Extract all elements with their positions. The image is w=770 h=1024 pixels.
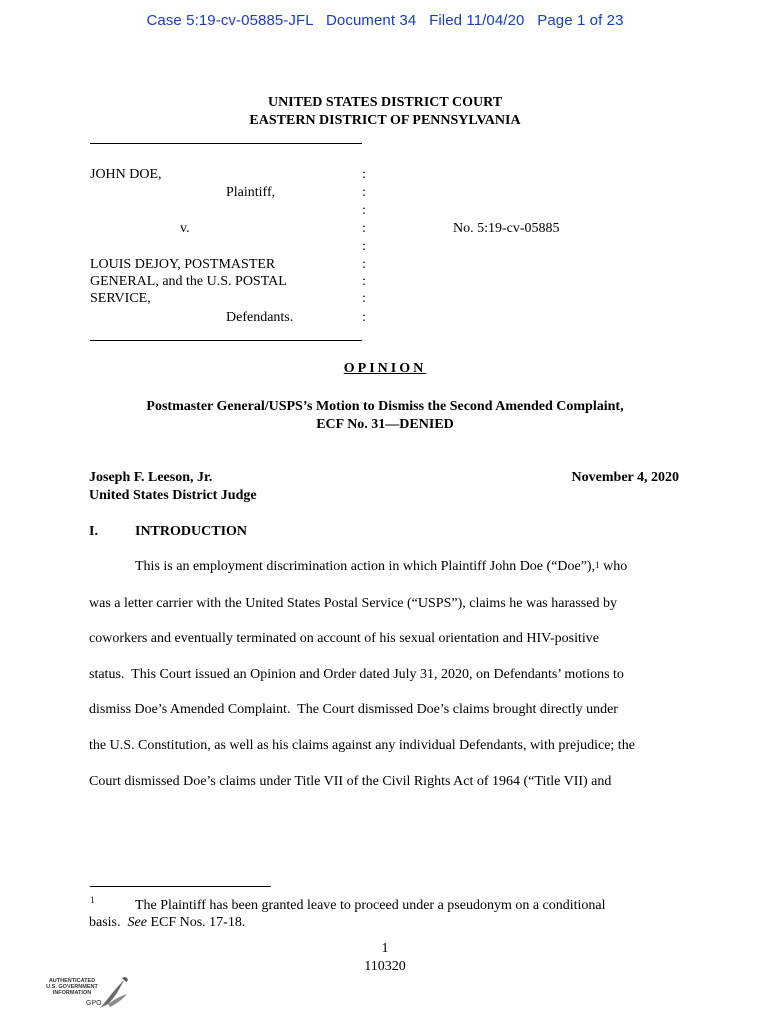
caption-bottom-rule xyxy=(90,340,362,341)
motion-line-2: ECF No. 31—DENIED xyxy=(316,417,454,432)
body-line: was a letter carrier with the United States Postal Service (“USPS”), claims he was harassed by xyxy=(89,596,617,611)
defendant-role: Defendants. xyxy=(226,310,294,325)
judge-name: Joseph F. Leeson, Jr. xyxy=(89,470,213,485)
body-line: status. This Court issued an Opinion and Order dated July 31, 2020, on Defendants’ motions to xyxy=(89,667,624,682)
body-line: coworkers and eventually terminated on account of his sexual orientation and HIV-positive xyxy=(89,631,599,646)
plaintiff-name: JOHN DOE, xyxy=(90,167,162,182)
caption-colon: : xyxy=(362,185,366,200)
gpo-authentication-logo xyxy=(42,974,132,1014)
caption-colon: : xyxy=(362,257,366,272)
caption-colon: : xyxy=(362,291,366,306)
defendant-line-3: SERVICE, xyxy=(90,291,151,306)
body-text: who xyxy=(599,559,628,574)
gpo-logo-line: INFORMATION xyxy=(52,990,92,996)
defendant-line-1: LOUIS DEJOY, POSTMASTER xyxy=(90,257,276,272)
caption-colon: : xyxy=(362,221,366,236)
versus: v. xyxy=(180,221,190,236)
court-name: UNITED STATES DISTRICT COURT xyxy=(267,95,503,110)
motion-line-1: Postmaster General/USPS’s Motion to Dismiss the Second Amended Complaint, xyxy=(146,399,624,414)
caption-colon: : xyxy=(362,167,366,182)
judge-title: United States District Judge xyxy=(89,488,257,503)
section-number: I. xyxy=(89,524,98,539)
case-number: No. 5:19-cv-05885 xyxy=(453,221,560,236)
body-line: dismiss Doe’s Amended Complaint. The Court dismissed Doe’s claims brought directly under xyxy=(89,702,618,717)
caption-colon: : xyxy=(362,310,366,325)
footnote-number: 1 xyxy=(90,895,95,905)
motion-description xyxy=(0,398,770,434)
opinion-heading: OPINION xyxy=(343,361,427,376)
court-district: EASTERN DISTRICT OF PENNSYLVANIA xyxy=(249,113,521,128)
defendant-line-2: GENERAL, and the U.S. POSTAL xyxy=(90,274,287,289)
gpo-logo-line: AUTHENTICATED xyxy=(48,978,96,984)
footnote-text: basis. xyxy=(89,915,128,930)
body-text: This is an employment discrimination action in which Plaintiff John Doe (“Doe”), xyxy=(135,559,596,574)
opinion-date: November 4, 2020 xyxy=(571,470,679,485)
footnote-see: See xyxy=(127,915,147,930)
footnote-reference: 1 xyxy=(595,560,600,570)
footnote-separator xyxy=(90,886,271,887)
gpo-logo-text xyxy=(42,978,102,996)
caption-colon: : xyxy=(362,203,366,218)
body-line xyxy=(135,558,735,576)
gpo-logo-line: U.S. GOVERNMENT xyxy=(46,984,98,990)
page-code: 110320 xyxy=(364,959,406,974)
plaintiff-role: Plaintiff, xyxy=(226,185,276,200)
caption-colon: : xyxy=(362,239,366,254)
caption-colon: : xyxy=(362,274,366,289)
section-title: INTRODUCTION xyxy=(135,524,248,539)
filing-stamp-header: Case 5:19-cv-05885-JFL Document 34 Filed 11/04/20 Page 1 of 23 xyxy=(146,12,624,29)
page-number: 1 xyxy=(381,941,389,956)
footnote-line-1: The Plaintiff has been granted leave to proceed under a pseudonym on a conditional xyxy=(135,898,606,913)
body-line: the U.S. Constitution, as well as his claims against any individual Defendants, with prejudice; the xyxy=(89,738,635,753)
footnote-line-2 xyxy=(89,914,245,932)
page-footer xyxy=(0,940,770,976)
court-title xyxy=(0,94,770,130)
footnote-text: ECF Nos. 17-18. xyxy=(146,915,246,930)
body-line: Court dismissed Doe’s claims under Title VII of the Civil Rights Act of 1964 (“Title VII) and xyxy=(89,774,612,789)
eagle-icon xyxy=(94,974,130,1014)
gpo-mark: GPO xyxy=(86,1000,102,1007)
caption-top-rule xyxy=(90,143,362,144)
